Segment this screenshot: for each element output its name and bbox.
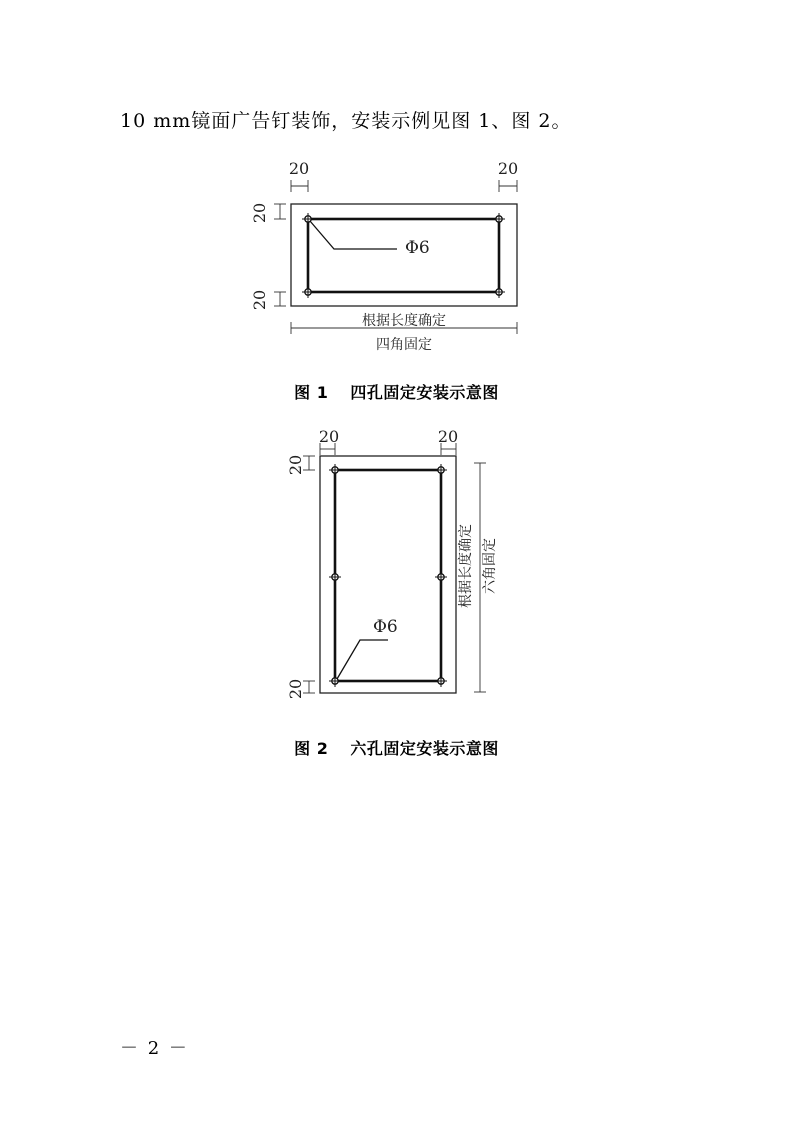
fig2-leader-line [337, 640, 388, 679]
figure-1-caption-title: 四孔固定安装示意图 [350, 383, 499, 402]
fig2-dim-top-left: 20 [318, 427, 340, 446]
fig1-fixing-label: 四角固定 [376, 337, 432, 353]
fig1-dim-side-bottom: 20 [250, 289, 269, 311]
fig2-inner-frame [335, 470, 441, 681]
figure-2-caption [0, 736, 793, 759]
figure-2-caption-title: 六孔固定安装示意图 [350, 739, 499, 758]
figure-2-caption-number: 图 2 [294, 739, 329, 758]
fig1-dim-top-right: 20 [497, 159, 519, 178]
fig2-top-dimensions [320, 443, 456, 455]
fig2-length-label: 根据长度确定 [458, 524, 474, 608]
fig2-fixing-label: 六角固定 [482, 538, 498, 594]
fig1-dim-top-left: 20 [288, 159, 310, 178]
page-number: － 2 － [120, 1038, 189, 1059]
fig2-hole-label: Φ6 [373, 617, 398, 637]
fig1-length-label: 根据长度确定 [362, 313, 446, 329]
fig2-outer-plate [320, 456, 456, 693]
fig1-hole-label: Φ6 [405, 238, 430, 258]
intro-paragraph: 10 mm镜面广告钉装饰，安装示例见图 1、图 2。 [120, 110, 572, 132]
figure-1-caption-number: 图 1 [294, 383, 329, 402]
fig2-side-dimensions [303, 456, 315, 693]
fig2-dim-side-top: 20 [286, 454, 305, 476]
fig1-dim-side-top: 20 [250, 202, 269, 224]
fig2-dim-side-bottom: 20 [286, 678, 305, 700]
fig2-dim-top-right: 20 [437, 427, 459, 446]
fig2-holes [332, 467, 444, 684]
